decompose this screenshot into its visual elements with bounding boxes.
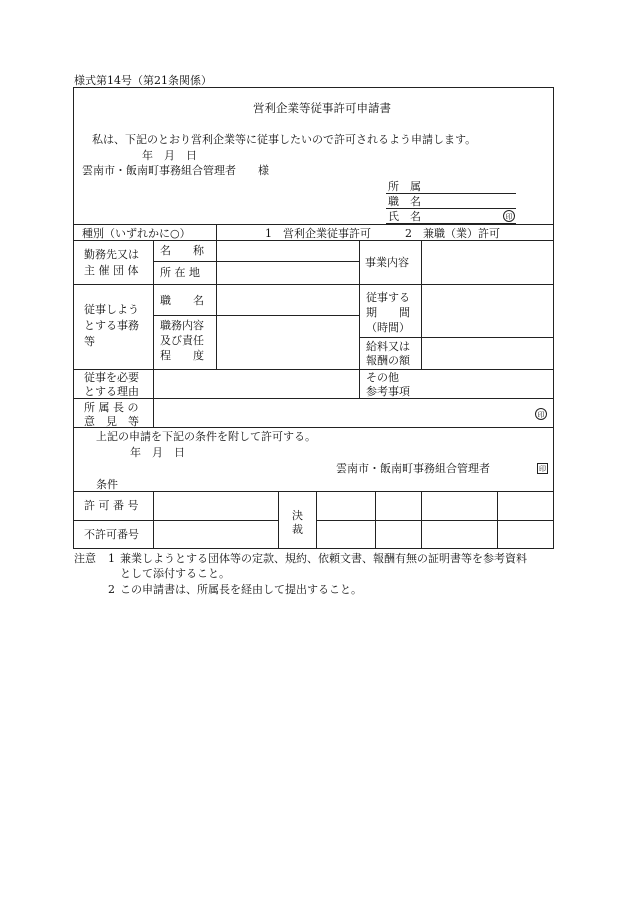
addressee: 雲南市・飯南町事務組合管理者 様 xyxy=(82,164,269,177)
approval-date: 年 月 日 xyxy=(130,446,185,459)
conditions-label: 条件 xyxy=(96,478,118,491)
other-label-2: 参考事項 xyxy=(366,385,410,398)
type-label: 種別（いずれかに○） xyxy=(82,227,191,240)
work-label-2: とする事務 xyxy=(84,319,139,332)
opinion-seal-icon: 印 xyxy=(535,408,547,420)
type-option-1[interactable]: 1 営利企業従事許可 xyxy=(265,227,371,240)
application-date: 年 月 日 xyxy=(142,149,197,162)
decision-label-2: 裁 xyxy=(292,523,303,536)
other-label-1: その他 xyxy=(366,371,399,384)
note-1-line-2: として添付すること。 xyxy=(120,567,230,580)
type-option-2[interactable]: 2 兼職（業）許可 xyxy=(405,227,500,240)
note-1-number: 1 xyxy=(108,552,115,565)
period-label-1: 従事する xyxy=(366,291,410,304)
duties-label-3: 程 度 xyxy=(160,349,204,362)
name-label: 氏 名 xyxy=(388,210,421,223)
note-1-line-1: 兼業しようとする団体等の定款、規約、依頼文書、報酬有無の証明書等を参考資料 xyxy=(120,552,527,565)
salary-label-2: 報酬の額 xyxy=(366,354,410,367)
org-name-label: 名 称 xyxy=(160,244,204,257)
org-label-2: 主 催 団 体 xyxy=(84,264,139,277)
form-number: 様式第14号（第21条関係） xyxy=(74,74,212,87)
applicant-seal-icon: 印 xyxy=(503,210,515,222)
work-label-3: 等 xyxy=(84,335,95,348)
reason-label-2: とする理由 xyxy=(84,385,139,398)
issuer-seal-icon: 印 xyxy=(539,465,546,473)
position-label: 職 名 xyxy=(388,195,421,208)
period-label-3: （時間） xyxy=(366,321,410,334)
opinion-label-1: 所 属 長 の xyxy=(84,401,139,414)
work-label-1: 従事しよう xyxy=(84,303,139,316)
period-label-2: 期 間 xyxy=(366,306,410,319)
note-2-text: この申請書は、所属長を経由して提出すること。 xyxy=(120,583,362,596)
affiliation-label: 所 属 xyxy=(388,180,421,193)
permit-number-label: 許 可 番 号 xyxy=(84,499,139,512)
duties-label-1: 職務内容 xyxy=(160,319,204,332)
salary-label-1: 給料又は xyxy=(366,340,410,353)
notes-label: 注意 xyxy=(74,552,96,565)
note-2-number: 2 xyxy=(108,583,115,596)
position-field[interactable] xyxy=(386,208,516,209)
reason-label-1: 従事を必要 xyxy=(84,371,139,384)
org-address-label: 所 在 地 xyxy=(160,266,200,279)
approval-issuer: 雲南市・飯南町事務組合管理者 xyxy=(336,462,490,475)
form-title: 営利企業等従事許可申請書 xyxy=(253,101,391,115)
nonpermit-number-label: 不許可番号 xyxy=(84,528,139,541)
approval-text: 上記の申請を下記の条件を附して許可する。 xyxy=(96,430,316,443)
affiliation-field[interactable] xyxy=(386,193,516,194)
duties-label-2: 及び責任 xyxy=(160,334,204,347)
work-position-label: 職 名 xyxy=(160,294,204,307)
business-label: 事業内容 xyxy=(365,256,409,269)
intro-text: 私は、下記のとおり営利企業等に従事したいので許可されるよう申請します。 xyxy=(92,133,477,146)
org-label-1: 勤務先又は xyxy=(84,248,139,261)
decision-label-1: 決 xyxy=(292,509,303,522)
opinion-label-2: 意 見 等 xyxy=(84,415,139,428)
